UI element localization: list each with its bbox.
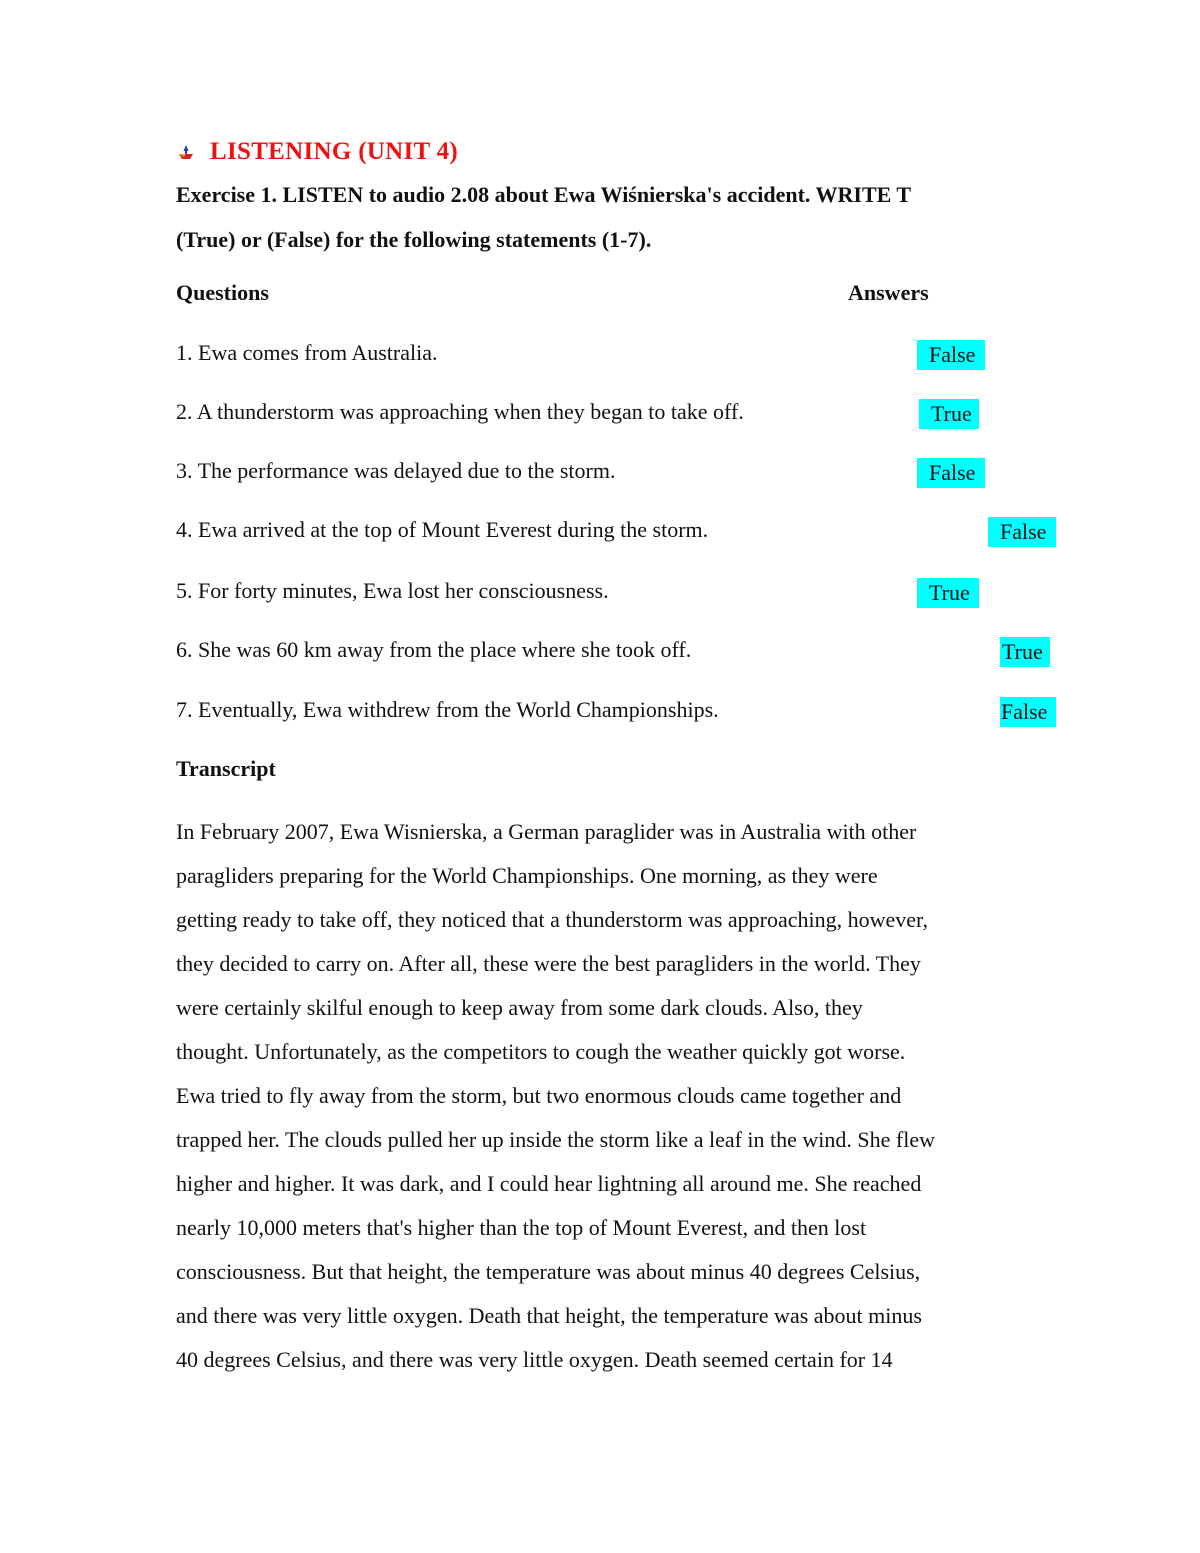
instructions-line: Exercise 1. LISTEN to audio 2.08 about Ewa Wiśnierska's accident. WRITE T <box>176 182 912 207</box>
transcript-body <box>176 810 1056 1382</box>
answer-badge: True <box>1000 637 1050 667</box>
transcript-line: were certainly skilful enough to keep away from some dark clouds. Also, they <box>176 995 863 1020</box>
answer-badge: True <box>917 578 979 608</box>
transcript-line: nearly 10,000 meters that's higher than the top of Mount Everest, and then lost <box>176 1215 867 1240</box>
heading-title: LISTENING (UNIT 4) <box>210 138 459 165</box>
answer-badge: False <box>1000 697 1056 727</box>
questions-header: Questions <box>176 280 269 305</box>
arrow-bullet-icon <box>176 142 196 162</box>
question-row: 2. A thunderstorm was approaching when they began to take off. <box>176 399 744 424</box>
instructions-line: (True) or (False) for the following statements (1-7). <box>176 227 652 252</box>
transcript-line: In February 2007, Ewa Wisnierska, a German paraglider was in Australia with other <box>176 819 917 844</box>
question-row: 7. Eventually, Ewa withdrew from the World Championships. <box>176 697 719 722</box>
transcript-line: trapped her. The clouds pulled her up inside the storm like a leaf in the wind. She flew <box>176 1127 936 1152</box>
transcript-line: paragliders preparing for the World Championships. One morning, as they were <box>176 863 878 888</box>
transcript-line: thought. Unfortunately, as the competitors to cough the weather quickly got worse. <box>176 1039 906 1064</box>
answer-badge: False <box>988 517 1056 547</box>
transcript-title: Transcript <box>176 756 276 781</box>
answer-badge: True <box>919 399 979 429</box>
question-row: 5. For forty minutes, Ewa lost her consciousness. <box>176 578 609 603</box>
transcript-line: and there was very little oxygen. Death that height, the temperature was about minus <box>176 1303 922 1328</box>
transcript-line: 40 degrees Celsius, and there was very little oxygen. Death seemed certain for 14 <box>176 1347 893 1372</box>
question-row: 6. She was 60 km away from the place where she took off. <box>176 637 692 662</box>
answer-badge: False <box>917 458 985 488</box>
section-heading <box>176 138 458 166</box>
transcript-line: getting ready to take off, they noticed that a thunderstorm was approaching, however, <box>176 907 928 932</box>
answer-badge: False <box>917 340 985 370</box>
question-row: 4. Ewa arrived at the top of Mount Everest during the storm. <box>176 517 709 542</box>
exercise-instructions <box>176 172 1056 262</box>
transcript-line: Ewa tried to fly away from the storm, but two enormous clouds came together and <box>176 1083 902 1108</box>
transcript-line: they decided to carry on. After all, these were the best paragliders in the world. They <box>176 951 921 976</box>
transcript-line: consciousness. But that height, the temperature was about minus 40 degrees Celsius, <box>176 1259 921 1284</box>
question-row: 3. The performance was delayed due to the storm. <box>176 458 616 483</box>
question-row: 1. Ewa comes from Australia. <box>176 340 438 365</box>
transcript-line: higher and higher. It was dark, and I could hear lightning all around me. She reached <box>176 1171 922 1196</box>
answers-header: Answers <box>848 280 929 305</box>
